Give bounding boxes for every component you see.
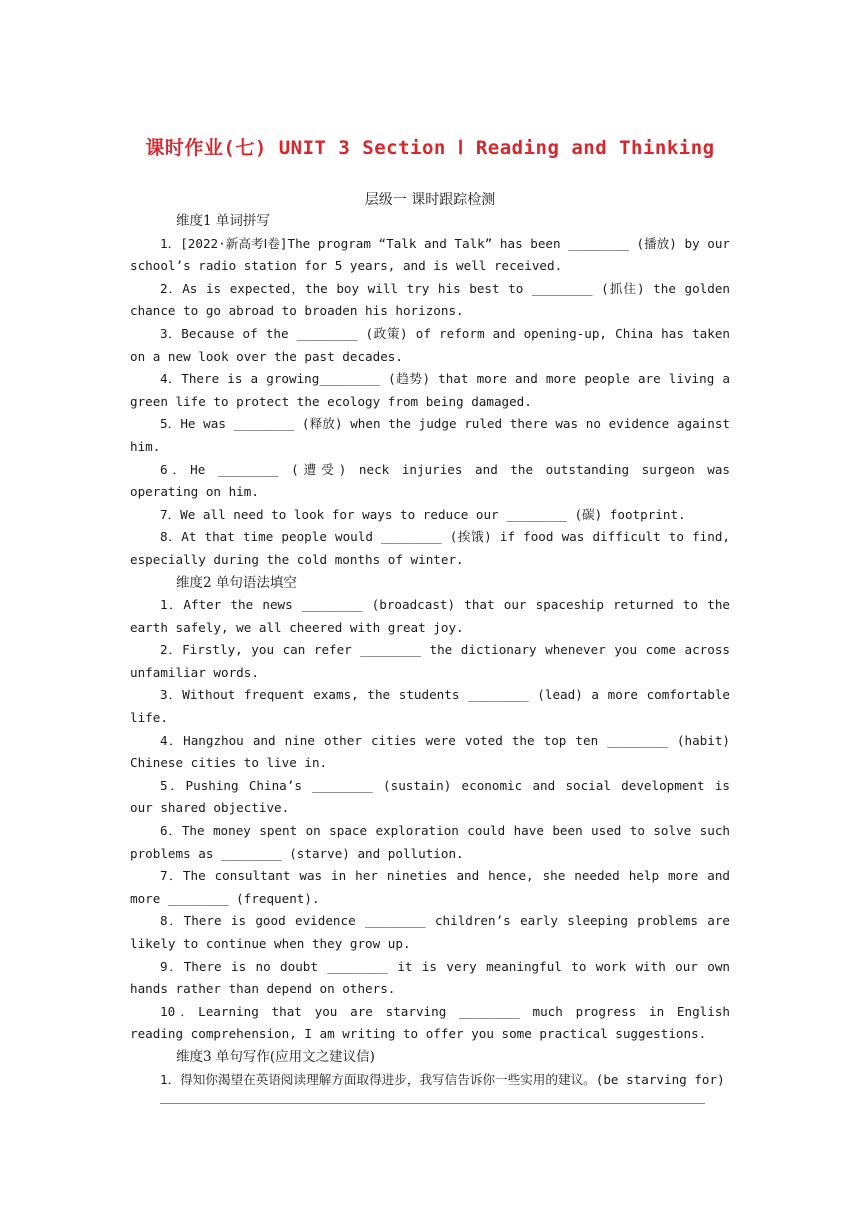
section-heading: 维度1 单词拼写: [176, 213, 270, 229]
exercise-item: 1．[2022·新高考Ⅰ卷]The program “Talk and Talk” has been ________ (播放) by our school’s radio station for 5 years, and is well received.: [130, 235, 730, 274]
answer-line[interactable]: [160, 1103, 705, 1104]
exercise-item: 1．After the news ________ (broadcast) that our spaceship returned to the earth safely, we all cheered with great joy.: [130, 597, 730, 635]
exercise-item: 5．Pushing China’s ________ (sustain) economic and social development is our shared objective.: [130, 777, 730, 816]
section-heading: 维度2 单句语法填空: [176, 574, 297, 591]
exercise-item: 4．Hangzhou and nine other cities were voted the top ten ________ (habit) Chinese cities to live in.: [130, 732, 730, 771]
exercise-item: 6．He ________ (遭受) neck injuries and the outstanding surgeon was operating on him.: [130, 461, 730, 500]
exercise-item: 3．Without frequent exams, the students ________ (lead) a more comfortable life.: [130, 687, 730, 726]
exercise-item: 7．The consultant was in her nineties and hence, she needed help more and more ________ (frequent).: [130, 868, 730, 906]
section-heading: 维度3 单句写作(应用文之建议信): [176, 1048, 375, 1065]
exercise-item: 3．Because of the ________ (政策) of reform and opening-up, China has taken on a new look over the past decades.: [130, 325, 730, 364]
exercise-item: 1．得知你渴望在英语阅读理解方面取得进步，我写信告诉你一些实用的建议。(be starving for): [160, 1071, 725, 1087]
exercise-content: [130, 210, 730, 1091]
exercise-item: 8．At that time people would ________ (挨饿) if food was difficult to find, especially during the cold months of winter.: [130, 529, 730, 567]
exercise-item: 6．The money spent on space exploration could have been used to solve such problems as ________ (starve) and pollution.: [130, 823, 730, 861]
exercise-item: 2．As is expected，the boy will try his best to ________ (抓住) the golden chance to go abroad to broaden his horizons.: [130, 280, 730, 319]
level-heading: 层级一 课时跟踪检测: [364, 192, 496, 208]
exercise-item: 7．We all need to look for ways to reduce our ________ (碳) footprint.: [160, 506, 686, 522]
exercise-item: 4．There is a growing________ (趋势) that more and more people are living a green life to protect the ecology from being damaged.: [130, 371, 730, 409]
exercise-item: 5．He was ________ (释放) when the judge ruled there was no evidence against him.: [130, 416, 730, 454]
exercise-item: 10．Learning that you are starving ________ much progress in English reading comprehension, I am writing to offer you some practical suggestions.: [130, 1003, 730, 1042]
page-title: 课时作业(七) UNIT 3 Section Ⅰ Reading and Thinking: [145, 137, 715, 159]
exercise-item: 8．There is good evidence ________ children’s early sleeping problems are likely to continue when they grow up.: [130, 913, 730, 951]
exercise-item: 2．Firstly, you can refer ________ the dictionary whenever you come across unfamiliar words.: [130, 642, 730, 680]
exercise-item: 9．There is no doubt ________ it is very meaningful to work with our own hands rather than depend on others.: [130, 958, 730, 997]
